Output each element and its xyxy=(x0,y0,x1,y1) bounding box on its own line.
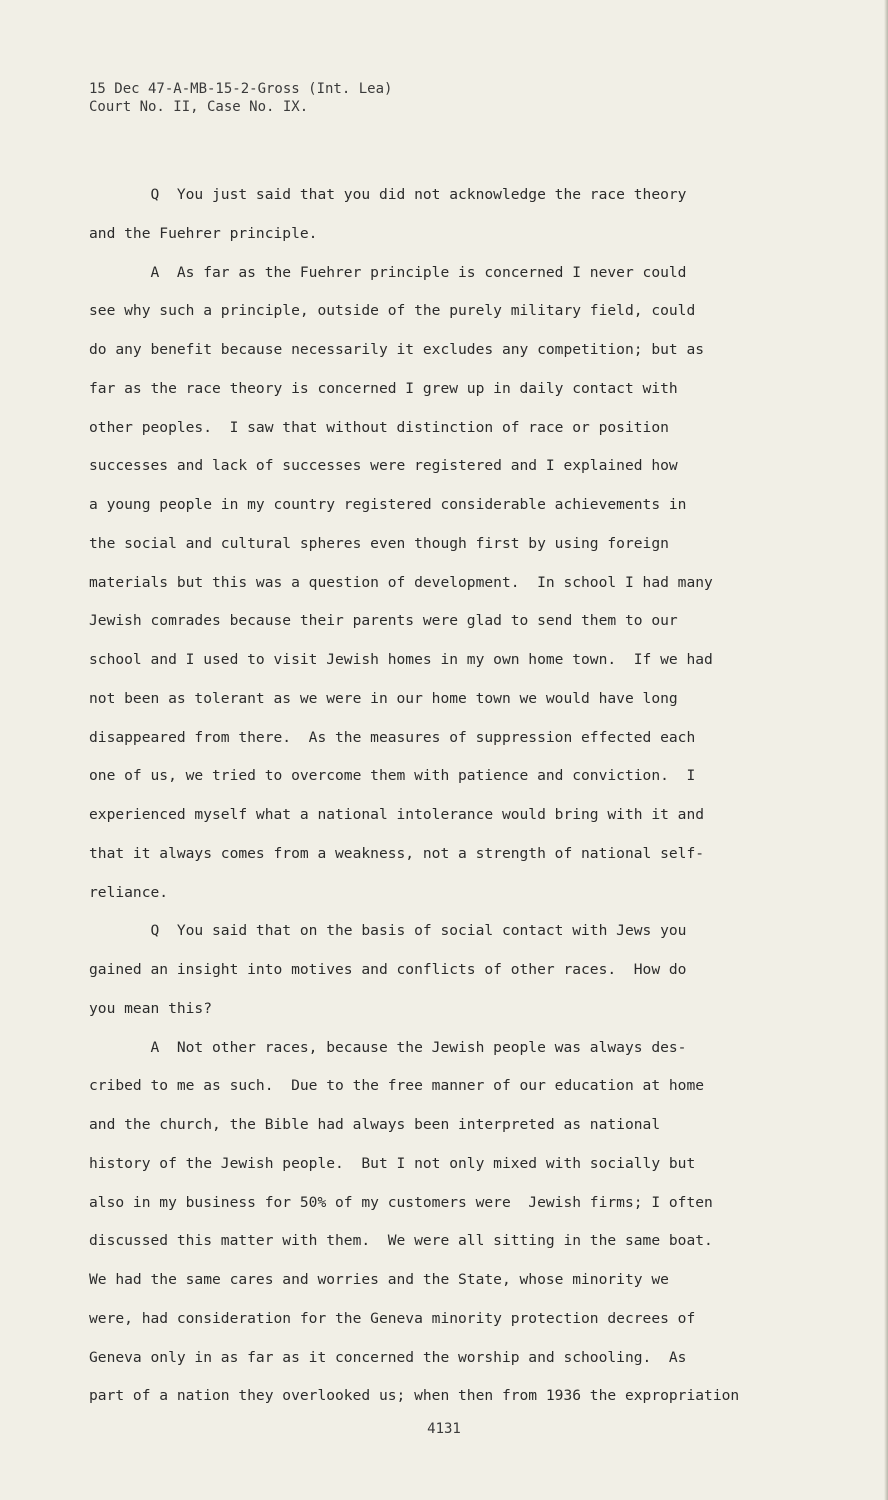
text-line: also in my business for 50% of my customers were Jewish firms; I often xyxy=(89,1193,713,1211)
header-line-2: Court No. II, Case No. IX. xyxy=(89,99,309,115)
text-line: discussed this matter with them. We were all sitting in the same boat. xyxy=(89,1232,713,1250)
header-line-1: 15 Dec 47-A-MB-15-2-Gross (Int. Lea) xyxy=(89,81,393,97)
text-line: reliance. xyxy=(89,883,169,901)
text-line: not been as tolerant as we were in our home town we would have long xyxy=(89,689,678,707)
text-line: history of the Jewish people. But I not only mixed with socially but xyxy=(89,1154,696,1172)
text-line: cribed to me as such. Due to the free manner of our education at home xyxy=(89,1077,705,1095)
text-line: that it always comes from a weakness, not a strength of national self- xyxy=(89,844,705,862)
text-line: Jewish comrades because their parents were glad to send them to our xyxy=(89,612,678,630)
text-line: you mean this? xyxy=(89,999,213,1017)
text-line: and the church, the Bible had always been interpreted as national xyxy=(89,1116,661,1133)
text-line: experienced myself what a national intolerance would bring with it and xyxy=(89,806,705,823)
text-line: disappeared from there. As the measures of suppression effected each xyxy=(89,728,696,746)
text-line: materials but this was a question of development. In school I had many xyxy=(89,573,713,591)
text-line: A As far as the Fuehrer principle is concerned I never could xyxy=(89,263,687,281)
text-line: successes and lack of successes were registered and I explained how xyxy=(89,457,678,475)
text-line: were, had consideration for the Geneva minority protection decrees of xyxy=(89,1309,696,1327)
transcript-body xyxy=(89,176,789,1416)
page-number: 4131 xyxy=(427,1421,461,1437)
text-line: see why such a principle, outside of the purely military field, could xyxy=(89,302,696,320)
text-line: far as the race theory is concerned I grew up in daily contact with xyxy=(89,379,678,397)
text-line: other peoples. I saw that without distinction of race or position xyxy=(89,418,669,436)
text-line: A Not other races, because the Jewish people was always des- xyxy=(89,1038,687,1056)
text-line: Q You just said that you did not acknowledge the race theory xyxy=(89,186,687,203)
text-line: one of us, we tried to overcome them with patience and conviction. I xyxy=(89,767,696,785)
text-line: and the Fuehrer principle. xyxy=(89,224,318,242)
text-line: a young people in my country registered considerable achievements in xyxy=(89,496,687,513)
text-line: part of a nation they overlooked us; when then from 1936 the expropriation xyxy=(89,1387,740,1405)
text-line: gained an insight into motives and conflicts of other races. How do xyxy=(89,961,687,978)
text-line: do any benefit because necessarily it excludes any competition; but as xyxy=(89,341,705,358)
text-line: Q You said that on the basis of social contact with Jews you xyxy=(89,922,687,940)
document-header xyxy=(89,80,392,116)
text-line: Geneva only in as far as it concerned the worship and schooling. As xyxy=(89,1348,687,1366)
text-line: We had the same cares and worries and the State, whose minority we xyxy=(89,1271,669,1288)
text-line: school and I used to visit Jewish homes in my own home town. If we had xyxy=(89,651,713,668)
text-line: the social and cultural spheres even though first by using foreign xyxy=(89,534,669,552)
